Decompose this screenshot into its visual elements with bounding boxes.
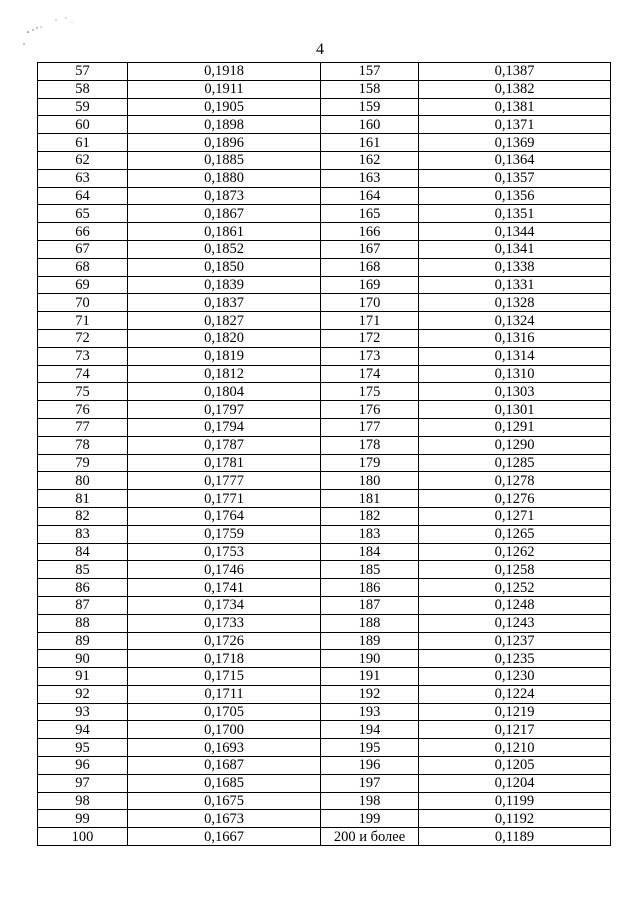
- coefficient-left-cell: 0,1693: [128, 739, 321, 757]
- table-row: [38, 240, 611, 258]
- table-row: [38, 739, 611, 757]
- coefficient-left-cell: 0,1734: [128, 596, 321, 614]
- table-row: [38, 614, 611, 632]
- row-number-left-cell: 74: [38, 365, 128, 383]
- table-row: [38, 436, 611, 454]
- coefficient-right-cell: 0,1237: [419, 632, 611, 650]
- coefficient-right-cell: 0,1204: [419, 774, 611, 792]
- coefficient-left-cell: 0,1880: [128, 169, 321, 187]
- row-number-left-cell: 98: [38, 792, 128, 810]
- row-number-right-cell: 194: [321, 721, 419, 739]
- row-number-right-cell: 192: [321, 685, 419, 703]
- coefficient-left-cell: 0,1797: [128, 401, 321, 419]
- table-row: [38, 365, 611, 383]
- row-number-left-cell: 92: [38, 685, 128, 703]
- row-number-right-cell: 170: [321, 294, 419, 312]
- table-row: [38, 472, 611, 490]
- row-number-left-cell: 75: [38, 383, 128, 401]
- row-number-left-cell: 78: [38, 436, 128, 454]
- coefficient-right-cell: 0,1364: [419, 151, 611, 169]
- row-number-right-cell: 177: [321, 418, 419, 436]
- row-number-left-cell: 73: [38, 347, 128, 365]
- coefficient-right-cell: 0,1357: [419, 169, 611, 187]
- coefficient-right-cell: 0,1344: [419, 223, 611, 241]
- row-number-left-cell: 83: [38, 525, 128, 543]
- row-number-left-cell: 71: [38, 312, 128, 330]
- row-number-right-cell: 165: [321, 205, 419, 223]
- table-row: [38, 507, 611, 525]
- coefficient-right-cell: 0,1331: [419, 276, 611, 294]
- coefficient-left-cell: 0,1781: [128, 454, 321, 472]
- row-number-right-cell: 193: [321, 703, 419, 721]
- coefficient-table: [37, 62, 611, 846]
- coefficient-right-cell: 0,1258: [419, 561, 611, 579]
- row-number-right-cell: 176: [321, 401, 419, 419]
- table-row: [38, 116, 611, 134]
- row-number-right-cell: 169: [321, 276, 419, 294]
- coefficient-right-cell: 0,1219: [419, 703, 611, 721]
- coefficient-right-cell: 0,1271: [419, 507, 611, 525]
- row-number-left-cell: 94: [38, 721, 128, 739]
- table-row: [38, 151, 611, 169]
- table-row: [38, 703, 611, 721]
- row-number-right-cell: 173: [321, 347, 419, 365]
- table-row: [38, 383, 611, 401]
- coefficient-right-cell: 0,1303: [419, 383, 611, 401]
- coefficient-right-cell: 0,1316: [419, 329, 611, 347]
- table-row: [38, 543, 611, 561]
- coefficient-right-cell: 0,1301: [419, 401, 611, 419]
- row-number-right-cell: 198: [321, 792, 419, 810]
- coefficient-right-cell: 0,1338: [419, 258, 611, 276]
- row-number-right-cell: 164: [321, 187, 419, 205]
- table-row: [38, 205, 611, 223]
- coefficient-left-cell: 0,1726: [128, 632, 321, 650]
- coefficient-left-cell: 0,1837: [128, 294, 321, 312]
- coefficient-left-cell: 0,1715: [128, 668, 321, 686]
- coefficient-table-body: [38, 63, 611, 846]
- coefficient-left-cell: 0,1764: [128, 507, 321, 525]
- coefficient-right-cell: 0,1243: [419, 614, 611, 632]
- coefficient-left-cell: 0,1827: [128, 312, 321, 330]
- coefficient-right-cell: 0,1290: [419, 436, 611, 454]
- row-number-left-cell: 88: [38, 614, 128, 632]
- coefficient-left-cell: 0,1777: [128, 472, 321, 490]
- row-number-left-cell: 58: [38, 80, 128, 98]
- coefficient-right-cell: 0,1369: [419, 134, 611, 152]
- coefficient-left-cell: 0,1711: [128, 685, 321, 703]
- row-number-left-cell: 82: [38, 507, 128, 525]
- table-row: [38, 347, 611, 365]
- coefficient-left-cell: 0,1741: [128, 579, 321, 597]
- row-number-right-cell: 200 и более: [321, 828, 419, 846]
- table-row: [38, 312, 611, 330]
- coefficient-left-cell: 0,1905: [128, 98, 321, 116]
- row-number-right-cell: 185: [321, 561, 419, 579]
- coefficient-left-cell: 0,1733: [128, 614, 321, 632]
- row-number-left-cell: 62: [38, 151, 128, 169]
- coefficient-left-cell: 0,1667: [128, 828, 321, 846]
- row-number-right-cell: 199: [321, 810, 419, 828]
- row-number-left-cell: 67: [38, 240, 128, 258]
- row-number-right-cell: 189: [321, 632, 419, 650]
- row-number-right-cell: 183: [321, 525, 419, 543]
- row-number-right-cell: 168: [321, 258, 419, 276]
- coefficient-right-cell: 0,1205: [419, 757, 611, 775]
- coefficient-left-cell: 0,1873: [128, 187, 321, 205]
- table-row: [38, 187, 611, 205]
- coefficient-left-cell: 0,1753: [128, 543, 321, 561]
- table-row: [38, 294, 611, 312]
- row-number-right-cell: 174: [321, 365, 419, 383]
- coefficient-right-cell: 0,1278: [419, 472, 611, 490]
- table-row: [38, 223, 611, 241]
- table-row: [38, 792, 611, 810]
- row-number-right-cell: 181: [321, 490, 419, 508]
- coefficient-left-cell: 0,1705: [128, 703, 321, 721]
- row-number-left-cell: 72: [38, 329, 128, 347]
- table-row: [38, 258, 611, 276]
- table-row: [38, 579, 611, 597]
- coefficient-left-cell: 0,1673: [128, 810, 321, 828]
- coefficient-right-cell: 0,1248: [419, 596, 611, 614]
- row-number-left-cell: 63: [38, 169, 128, 187]
- coefficient-right-cell: 0,1285: [419, 454, 611, 472]
- row-number-right-cell: 171: [321, 312, 419, 330]
- coefficient-right-cell: 0,1192: [419, 810, 611, 828]
- row-number-left-cell: 96: [38, 757, 128, 775]
- coefficient-right-cell: 0,1387: [419, 63, 611, 81]
- coefficient-right-cell: 0,1265: [419, 525, 611, 543]
- coefficient-left-cell: 0,1771: [128, 490, 321, 508]
- row-number-left-cell: 69: [38, 276, 128, 294]
- coefficient-left-cell: 0,1852: [128, 240, 321, 258]
- coefficient-right-cell: 0,1217: [419, 721, 611, 739]
- coefficient-left-cell: 0,1850: [128, 258, 321, 276]
- row-number-left-cell: 95: [38, 739, 128, 757]
- table-row: [38, 169, 611, 187]
- coefficient-left-cell: 0,1820: [128, 329, 321, 347]
- coefficient-left-cell: 0,1911: [128, 80, 321, 98]
- row-number-left-cell: 79: [38, 454, 128, 472]
- coefficient-left-cell: 0,1787: [128, 436, 321, 454]
- coefficient-left-cell: 0,1804: [128, 383, 321, 401]
- table-row: [38, 632, 611, 650]
- coefficient-right-cell: 0,1382: [419, 80, 611, 98]
- coefficient-right-cell: 0,1262: [419, 543, 611, 561]
- row-number-left-cell: 100: [38, 828, 128, 846]
- coefficient-right-cell: 0,1189: [419, 828, 611, 846]
- row-number-right-cell: 175: [321, 383, 419, 401]
- row-number-right-cell: 167: [321, 240, 419, 258]
- coefficient-right-cell: 0,1371: [419, 116, 611, 134]
- row-number-right-cell: 195: [321, 739, 419, 757]
- row-number-left-cell: 64: [38, 187, 128, 205]
- row-number-right-cell: 179: [321, 454, 419, 472]
- row-number-left-cell: 76: [38, 401, 128, 419]
- table-row: [38, 757, 611, 775]
- table-row: [38, 329, 611, 347]
- coefficient-left-cell: 0,1867: [128, 205, 321, 223]
- table-row: [38, 828, 611, 846]
- table-row: [38, 418, 611, 436]
- row-number-right-cell: 166: [321, 223, 419, 241]
- coefficient-right-cell: 0,1324: [419, 312, 611, 330]
- table-row: [38, 80, 611, 98]
- row-number-right-cell: 190: [321, 650, 419, 668]
- coefficient-right-cell: 0,1341: [419, 240, 611, 258]
- row-number-left-cell: 90: [38, 650, 128, 668]
- coefficient-right-cell: 0,1230: [419, 668, 611, 686]
- table-row: [38, 596, 611, 614]
- row-number-left-cell: 59: [38, 98, 128, 116]
- row-number-left-cell: 84: [38, 543, 128, 561]
- row-number-left-cell: 97: [38, 774, 128, 792]
- coefficient-right-cell: 0,1276: [419, 490, 611, 508]
- row-number-right-cell: 180: [321, 472, 419, 490]
- table-row: [38, 774, 611, 792]
- coefficient-left-cell: 0,1685: [128, 774, 321, 792]
- coefficient-right-cell: 0,1291: [419, 418, 611, 436]
- table-row: [38, 276, 611, 294]
- row-number-right-cell: 178: [321, 436, 419, 454]
- row-number-left-cell: 86: [38, 579, 128, 597]
- coefficient-left-cell: 0,1718: [128, 650, 321, 668]
- row-number-right-cell: 163: [321, 169, 419, 187]
- coefficient-right-cell: 0,1314: [419, 347, 611, 365]
- table-row: [38, 98, 611, 116]
- row-number-right-cell: 162: [321, 151, 419, 169]
- coefficient-right-cell: 0,1252: [419, 579, 611, 597]
- coefficient-left-cell: 0,1898: [128, 116, 321, 134]
- row-number-left-cell: 60: [38, 116, 128, 134]
- table-row: [38, 685, 611, 703]
- row-number-left-cell: 93: [38, 703, 128, 721]
- coefficient-left-cell: 0,1759: [128, 525, 321, 543]
- table-row: [38, 490, 611, 508]
- row-number-right-cell: 188: [321, 614, 419, 632]
- row-number-left-cell: 81: [38, 490, 128, 508]
- row-number-left-cell: 89: [38, 632, 128, 650]
- table-row: [38, 401, 611, 419]
- coefficient-right-cell: 0,1199: [419, 792, 611, 810]
- row-number-right-cell: 187: [321, 596, 419, 614]
- row-number-left-cell: 77: [38, 418, 128, 436]
- coefficient-left-cell: 0,1746: [128, 561, 321, 579]
- coefficient-right-cell: 0,1356: [419, 187, 611, 205]
- table-row: [38, 650, 611, 668]
- row-number-left-cell: 68: [38, 258, 128, 276]
- row-number-left-cell: 80: [38, 472, 128, 490]
- row-number-left-cell: 99: [38, 810, 128, 828]
- coefficient-right-cell: 0,1224: [419, 685, 611, 703]
- row-number-left-cell: 87: [38, 596, 128, 614]
- coefficient-left-cell: 0,1687: [128, 757, 321, 775]
- coefficient-right-cell: 0,1310: [419, 365, 611, 383]
- row-number-right-cell: 182: [321, 507, 419, 525]
- row-number-left-cell: 70: [38, 294, 128, 312]
- row-number-right-cell: 159: [321, 98, 419, 116]
- coefficient-right-cell: 0,1235: [419, 650, 611, 668]
- table-row: [38, 810, 611, 828]
- table-row: [38, 454, 611, 472]
- coefficient-left-cell: 0,1861: [128, 223, 321, 241]
- row-number-left-cell: 85: [38, 561, 128, 579]
- row-number-right-cell: 161: [321, 134, 419, 152]
- row-number-right-cell: 184: [321, 543, 419, 561]
- coefficient-left-cell: 0,1885: [128, 151, 321, 169]
- row-number-right-cell: 186: [321, 579, 419, 597]
- coefficient-right-cell: 0,1328: [419, 294, 611, 312]
- row-number-right-cell: 160: [321, 116, 419, 134]
- table-row: [38, 134, 611, 152]
- row-number-right-cell: 196: [321, 757, 419, 775]
- coefficient-left-cell: 0,1819: [128, 347, 321, 365]
- row-number-right-cell: 157: [321, 63, 419, 81]
- row-number-right-cell: 172: [321, 329, 419, 347]
- coefficient-right-cell: 0,1381: [419, 98, 611, 116]
- row-number-right-cell: 191: [321, 668, 419, 686]
- coefficient-right-cell: 0,1351: [419, 205, 611, 223]
- row-number-right-cell: 158: [321, 80, 419, 98]
- coefficient-left-cell: 0,1794: [128, 418, 321, 436]
- row-number-left-cell: 61: [38, 134, 128, 152]
- coefficient-left-cell: 0,1918: [128, 63, 321, 81]
- table-row: [38, 561, 611, 579]
- coefficient-left-cell: 0,1839: [128, 276, 321, 294]
- row-number-left-cell: 65: [38, 205, 128, 223]
- coefficient-left-cell: 0,1812: [128, 365, 321, 383]
- row-number-left-cell: 66: [38, 223, 128, 241]
- page-number: 4: [316, 41, 324, 58]
- row-number-right-cell: 197: [321, 774, 419, 792]
- coefficient-right-cell: 0,1210: [419, 739, 611, 757]
- table-row: [38, 525, 611, 543]
- coefficient-left-cell: 0,1896: [128, 134, 321, 152]
- table-row: [38, 63, 611, 81]
- table-row: [38, 668, 611, 686]
- coefficient-left-cell: 0,1675: [128, 792, 321, 810]
- table-row: [38, 721, 611, 739]
- row-number-left-cell: 57: [38, 63, 128, 81]
- row-number-left-cell: 91: [38, 668, 128, 686]
- coefficient-left-cell: 0,1700: [128, 721, 321, 739]
